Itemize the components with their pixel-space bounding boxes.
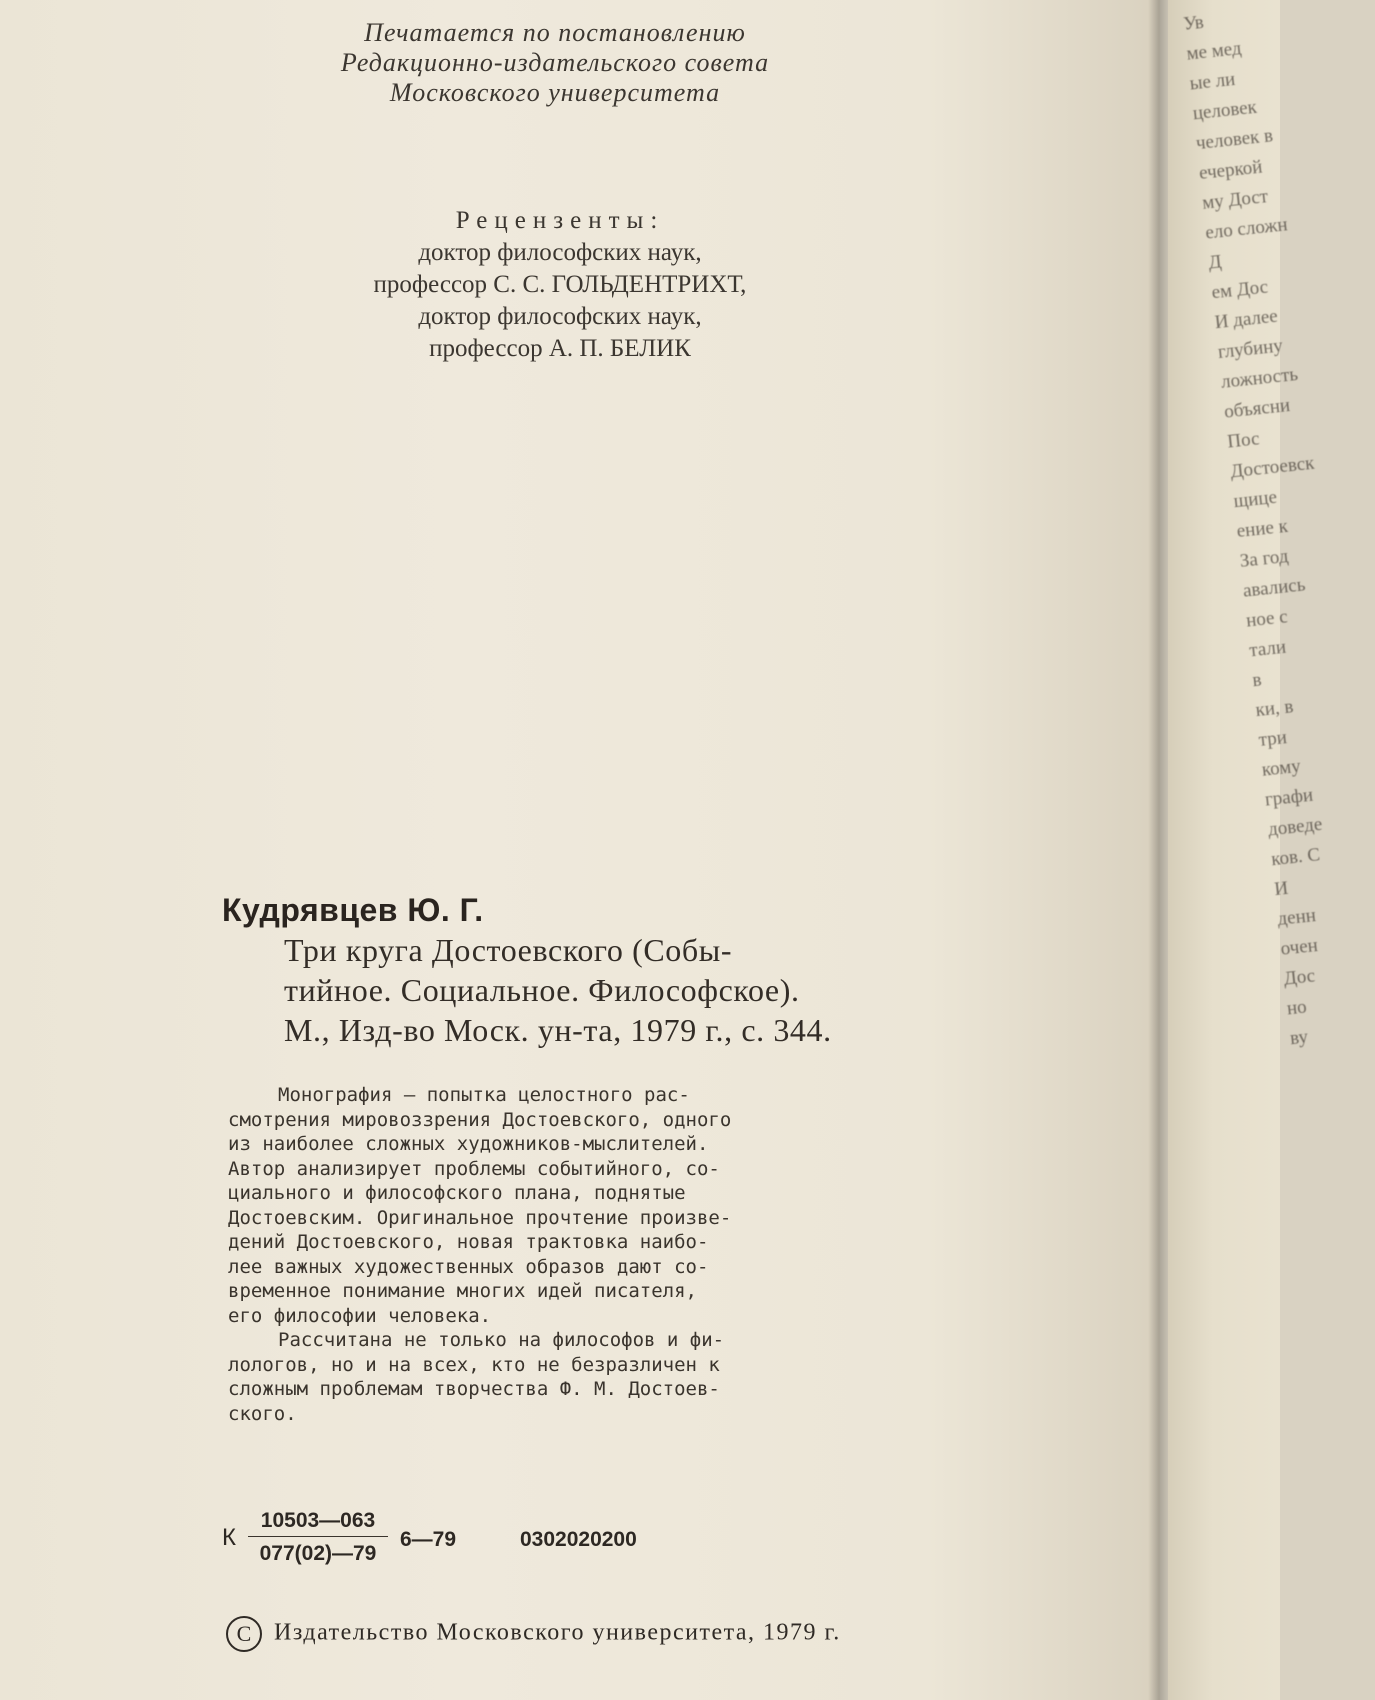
bib-line: тийное. Социальное. Философское). bbox=[284, 972, 800, 1008]
publisher-note-line: Редакционно-издательского совета bbox=[340, 48, 770, 77]
reviewers-heading: Рецензенты: bbox=[455, 207, 665, 234]
publisher-note-line: Московского университета bbox=[389, 78, 721, 107]
facing-page-fragment: ые ли bbox=[1188, 68, 1237, 95]
abstract-line: смотрения мировоззрения Достоевского, одного bbox=[228, 1108, 732, 1131]
facing-page bbox=[1168, 0, 1324, 1700]
copyright-line bbox=[226, 1616, 986, 1652]
facing-page-fragment: доведе bbox=[1267, 813, 1324, 841]
abstract-line: из наиболее сложных художников-мыслителей. bbox=[228, 1133, 709, 1155]
abstract-line: Достоевским. Оригинальное прочтение произве- bbox=[228, 1206, 732, 1229]
copyright-text: Издательство Московского университета, 1979 г. bbox=[274, 1619, 841, 1646]
facing-page-fragment: ело сложн bbox=[1204, 214, 1289, 244]
copyright-icon: С bbox=[226, 1616, 262, 1652]
code-serial: 0302020200 bbox=[520, 1528, 637, 1551]
code-fraction bbox=[248, 1508, 388, 1568]
code-denominator: 077(02)—79 bbox=[259, 1542, 377, 1565]
facing-page-fragment: ение к bbox=[1235, 515, 1289, 543]
facing-page-fragment: ву bbox=[1289, 1026, 1309, 1050]
code-middle: 6—79 bbox=[400, 1528, 457, 1551]
facing-page-fragment: ков. С bbox=[1270, 844, 1322, 871]
facing-page-fragment: человек в bbox=[1194, 125, 1274, 155]
facing-page-fragment: И bbox=[1273, 877, 1290, 901]
book-gutter bbox=[1148, 0, 1170, 1700]
facing-page-fragment: денн bbox=[1276, 905, 1317, 930]
code-letter: К bbox=[222, 1524, 236, 1551]
author-name: Кудрявцев Ю. Г. bbox=[222, 892, 484, 928]
facing-page-fragment: ме мед bbox=[1185, 38, 1243, 65]
classification-codes bbox=[222, 1508, 922, 1578]
abstract-line: сложным проблемам творчества Ф. М. Достоев- bbox=[228, 1378, 720, 1400]
abstract bbox=[228, 1083, 928, 1426]
facing-page-fragment: Д bbox=[1207, 251, 1223, 274]
facing-page-fragment: авались bbox=[1241, 574, 1307, 602]
abstract-line: Автор анализирует проблемы событийного, со- bbox=[228, 1157, 720, 1180]
facing-page-text bbox=[1182, 1, 1375, 1054]
facing-page-fragment: три bbox=[1257, 727, 1288, 751]
facing-page-fragment: И далее bbox=[1213, 305, 1279, 334]
facing-page-fragment: тали bbox=[1248, 636, 1288, 662]
abstract-line: дений Достоевского, новая трактовка наибо- bbox=[228, 1231, 709, 1253]
facing-page-fragment: кому bbox=[1260, 755, 1302, 781]
abstract-line: циального и философского плана, поднятые bbox=[228, 1182, 686, 1204]
facing-page-fragment: в bbox=[1251, 669, 1263, 692]
reviewer-line: профессор А. П. БЕЛИК bbox=[429, 335, 691, 362]
facing-page-fragment: Достоевск bbox=[1229, 452, 1316, 483]
publisher-note bbox=[230, 18, 880, 108]
facing-page-fragment: Ув bbox=[1182, 11, 1205, 35]
facing-page-fragment: Дос bbox=[1282, 965, 1317, 990]
facing-page-fragment: щице bbox=[1232, 486, 1278, 513]
publisher-note-line: Печатается по постановлению bbox=[364, 18, 746, 47]
reviewer-line: профессор С. С. ГОЛЬДЕНТРИХТ, bbox=[373, 271, 747, 298]
abstract-line: ского. bbox=[228, 1402, 297, 1425]
facing-page-fragment: ное с bbox=[1245, 606, 1289, 632]
reviewers-block bbox=[230, 205, 890, 365]
abstract-line: временное понимание многих идей писателя, bbox=[228, 1280, 697, 1302]
bib-line: М., Изд-во Моск. ун-та, 1979 г., с. 344. bbox=[284, 1012, 832, 1048]
abstract-line: Монография — попытка целостного рас- bbox=[278, 1084, 690, 1106]
facing-page-fragment: глубину bbox=[1216, 335, 1284, 364]
facing-page-fragment: ки, в bbox=[1254, 696, 1295, 722]
facing-page-fragment: ложность bbox=[1220, 363, 1300, 393]
facing-page-fragment: объясни bbox=[1223, 394, 1292, 423]
reviewer-line: доктор философских наук, bbox=[418, 303, 702, 330]
code-numerator: 10503—063 bbox=[248, 1508, 388, 1537]
abstract-line: Рассчитана не только на философов и фи- bbox=[278, 1329, 725, 1351]
facing-page-fragment: но bbox=[1285, 996, 1308, 1020]
reviewer-line: доктор философских наук, bbox=[418, 239, 702, 266]
facing-page-fragment: ечеркой bbox=[1198, 156, 1264, 185]
facing-page-fragment: целовек bbox=[1191, 96, 1258, 125]
catalog-entry bbox=[222, 890, 942, 1050]
facing-page-fragment: ем Дос bbox=[1210, 276, 1270, 304]
bib-line: Три круга Достоевского (Собы- bbox=[284, 932, 733, 968]
facing-page-fragment: графи bbox=[1263, 784, 1315, 811]
abstract-line: его философии человека. bbox=[228, 1304, 492, 1327]
facing-page-fragment: Пос bbox=[1226, 428, 1261, 453]
facing-page-fragment: За год bbox=[1238, 545, 1290, 572]
abstract-line: лологов, но и на всех, кто не безразличен к bbox=[228, 1353, 720, 1376]
abstract-line: лее важных художественных образов дают со- bbox=[228, 1255, 709, 1278]
bibliographic-description bbox=[284, 930, 942, 1050]
facing-page-fragment: очен bbox=[1279, 934, 1319, 960]
facing-page-fragment: му Дост bbox=[1201, 186, 1270, 214]
